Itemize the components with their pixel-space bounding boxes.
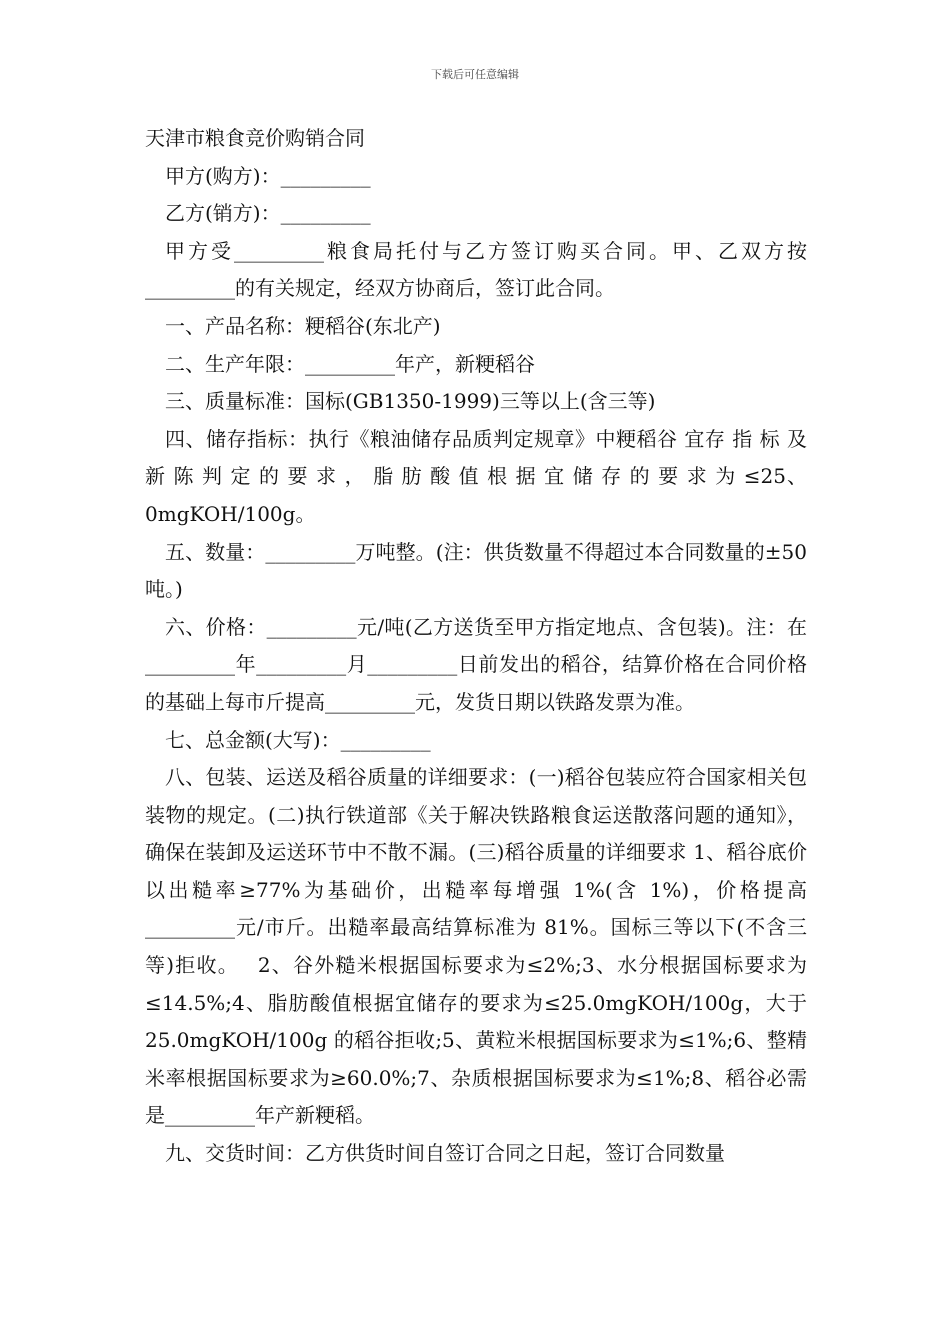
clause-quality-standard: 三、质量标准：国标(GB1350-1999)三等以上(含三等) bbox=[165, 389, 656, 414]
clause-storage-index: 四、储存指标：执行《粮油储存品质判定规章》中粳稻谷 宜存 指 标 及 新 陈 判 定 的 要 求 ， 脂 肪 酸 值 根 据 宜 储 存 的 要 求 为 ≤25、0mgKOH/100g。 bbox=[145, 426, 807, 526]
page-header: 下载后可任意编辑 bbox=[431, 68, 519, 81]
clause-production-year: 二、生产年限：_________年产，新粳稻谷 bbox=[165, 351, 535, 376]
clause-quantity: 五、数量：_________万吨整。(注：供货数量不得超过本合同数量的±50 吨。) bbox=[145, 539, 807, 602]
clause-packaging-quality: 八、包装、运送及稻谷质量的详细要求：(一)稻谷包装应符合国家相关包装物的规定。(二)执行铁道部《关于解决铁路粮食运送散落问题的通知》，确保在装卸及运送环节中不散不漏。(三)稻谷质量的详细要求 1、稻谷底价以出糙率≥77%为基础价，出糙率每增强 1%(含 1%)，价格提高_________元/市斤。出糙率最高结算标准为 81%。国标三等以下(不含三等)拒收。 2、谷外糙米根据国标要求为≤2%;3、水分根据国标要求为≤14.5%;4、脂肪酸值根据宜储存的要求为≤25.0mgKOH/100g，大于 25.0mgKOH/100g 的稻谷拒收;5、黄粒米根据国标要求为≤1%;6、整精米率根据国标要求为≥60.0%;7、杂质根据国标要求为≤1%;8、稻谷必需是_________年产新粳稻。 bbox=[145, 765, 807, 1128]
party-b-line: 乙方(销方)：_________ bbox=[165, 201, 371, 226]
document-body bbox=[145, 120, 807, 1173]
clause-price: 六、价格：_________元/吨(乙方送货至甲方指定地点、含包装)。注：在_________年_________月_________日前发出的稻谷，结算价格在合同价格的基础上每市斤提高_________元，发货日期以铁路发票为准。 bbox=[145, 614, 807, 714]
party-a-line: 甲方(购方)：_________ bbox=[165, 163, 371, 188]
clause-product-name: 一、产品名称：粳稻谷(东北产) bbox=[165, 313, 441, 338]
preamble-paragraph: 甲方受_________粮食局托付与乙方签订购买合同。甲、乙双方按_________的有关规定，经双方协商后，签订此合同。 bbox=[145, 238, 807, 301]
clause-total-amount: 七、总金额(大写)：_________ bbox=[165, 727, 431, 752]
document-title: 天津市粮食竞价购销合同 bbox=[145, 126, 365, 150]
clause-delivery-time: 九、交货时间：乙方供货时间自签订合同之日起，签订合同数量 bbox=[165, 1141, 725, 1166]
